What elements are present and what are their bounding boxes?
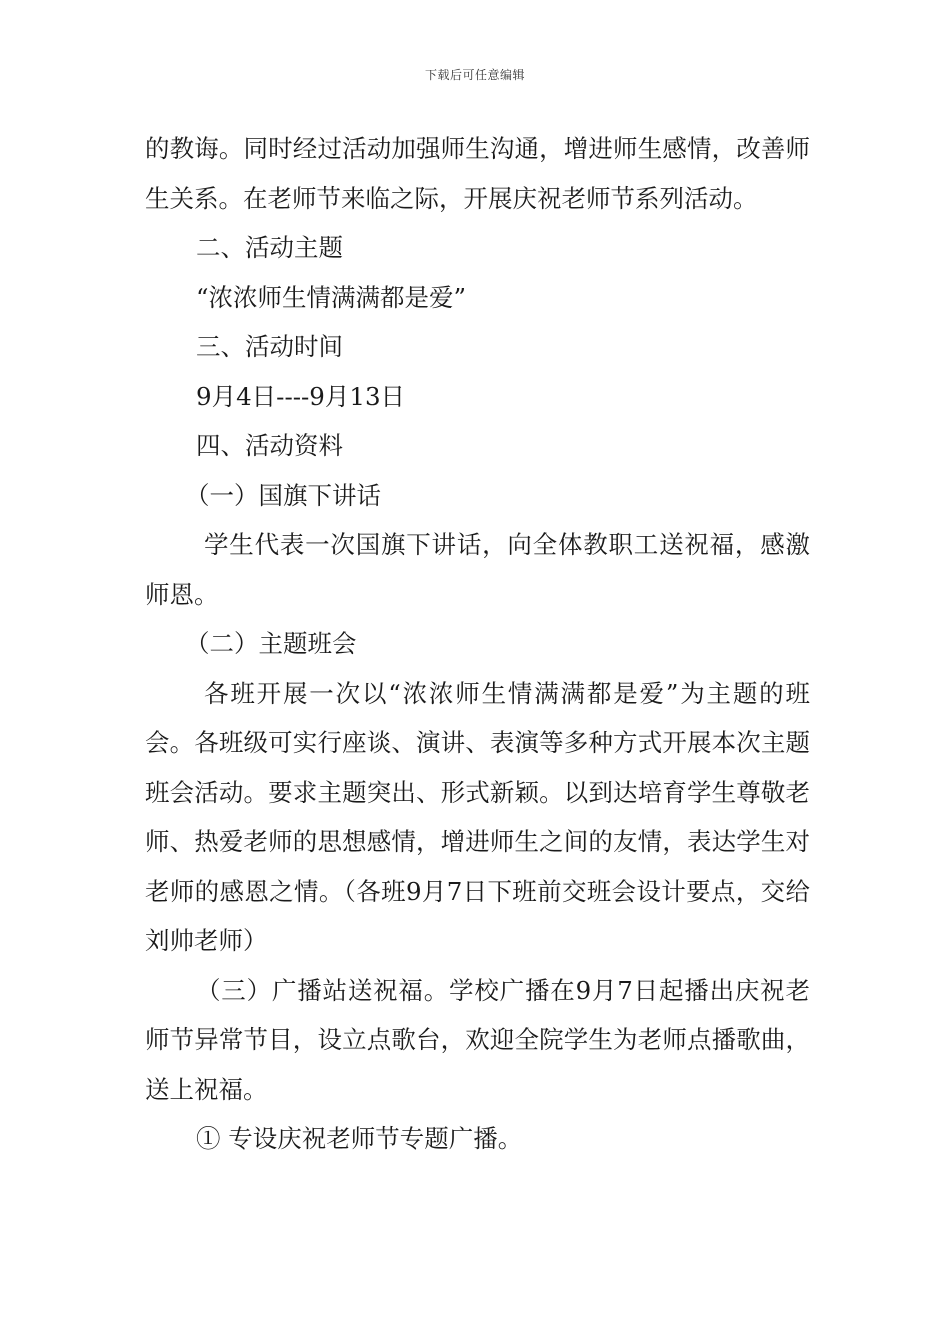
heading-activity-content: 四、活动资料 <box>196 431 343 460</box>
document-body <box>145 124 810 1164</box>
paragraph-intro-continuation: 的教诲。同时经过活动加强师生沟通，增进师生感情，改善师生关系。在老师节来临之际，开展庆祝老师节系列活动。 <box>145 134 810 213</box>
paragraph-flag-speech: 学生代表一次国旗下讲话，向全体教职工送祝福，感激师恩。 <box>145 530 810 609</box>
list-item-broadcast-special: ① 专设庆祝老师节专题广播。 <box>196 1124 523 1153</box>
heading-activity-theme: 二、活动主题 <box>196 233 343 262</box>
paragraph-class-meeting: 各班开展一次以“浓浓师生情满满都是爱”为主题的班会。各班级可实行座谈、演讲、表演等多种方式开展本次主题班会活动。要求主题突出、形式新颖。以到达培育学生尊敬老师、热爱老师的思想感情，增进师生之间的友情，表达学生对老师的感恩之情。（各班9月7日下班前交班会设计要点，交给刘帅老师） <box>145 678 810 955</box>
heading-activity-time: 三、活动时间 <box>196 332 343 361</box>
activity-time-text: 9月4日----9月13日 <box>196 381 406 411</box>
subheading-class-meeting: （二）主题班会 <box>185 629 357 658</box>
activity-theme-text: “浓浓师生情满满都是爱” <box>196 282 467 312</box>
subheading-flag-speech: （一）国旗下讲话 <box>185 480 381 510</box>
page-header-note: 下载后可任意编辑 <box>424 68 525 82</box>
paragraph-broadcast: （三）广播站送祝福。学校广播在9月7日起播出庆祝老师节异常节目，设立点歌台，欢迎全院学生为老师点播歌曲，送上祝福。 <box>145 975 810 1104</box>
